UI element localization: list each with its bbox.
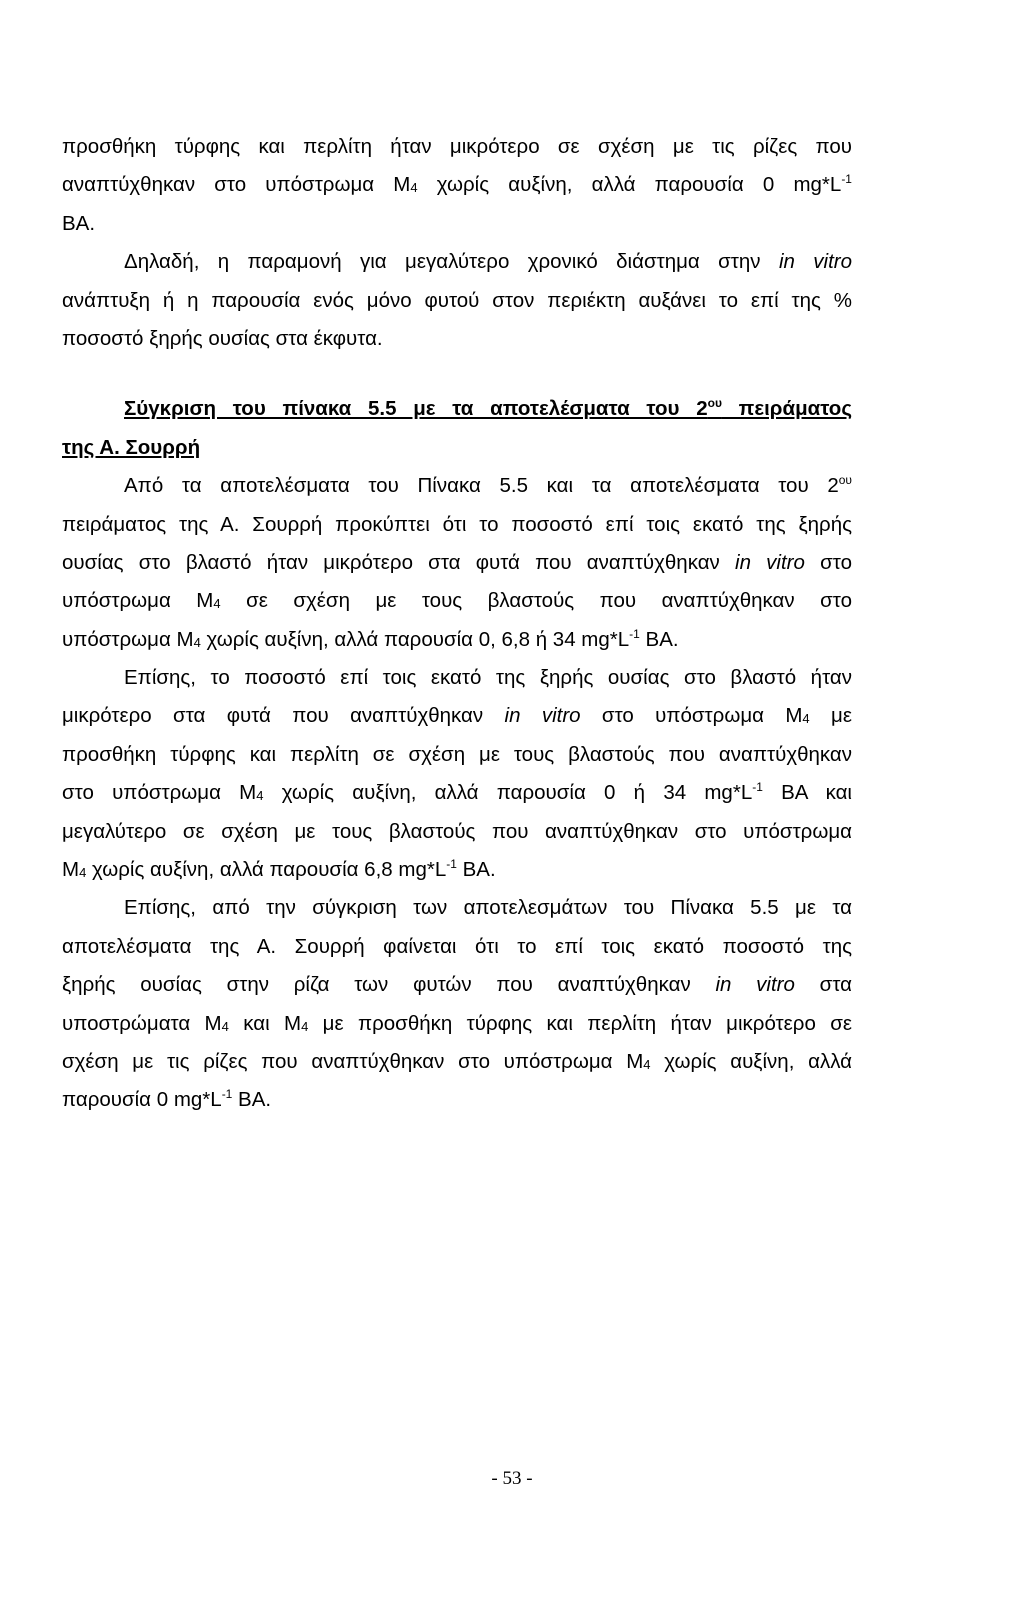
section-heading: Σύγκριση του πίνακα 5.5 με τα αποτελέσματα του $2^{o\upsilon}$ πειράματος (124, 396, 852, 421)
document-body (62, 128, 852, 1120)
text-line: προσθήκη τύρφης και περλίτη σε σχέση με τους βλαστούς που αναπτύχθηκαν (62, 742, 852, 766)
text-line: σχέση με τις ρίζες που αναπτύχθηκαν στο υπόστρωμα $M_4$ χωρίς αυξίνη, αλλά (62, 1049, 852, 1073)
text-line: μικρότερο στα φυτά που αναπτύχθηκαν in vitro στο υπόστρωμα $M_4$ με (62, 704, 852, 728)
text-line: στο υπόστρωμα $M_4$ χωρίς αυξίνη, αλλά παρουσία 0 ή 34 $mg*L^{-1}$ BA και (62, 780, 852, 805)
text-line: παρουσία 0 $mg*L^{-1}$ BA. (62, 1087, 272, 1112)
text-line: ουσίας στο βλαστό ήταν μικρότερο στα φυτά που αναπτύχθηκαν in vitro στο (62, 550, 852, 574)
text-line: Από τα αποτελέσματα του Πίνακα 5.5 και τα αποτελέσματα του $2^{o\upsilon}$ (124, 473, 852, 498)
text-line: πειράματος της Α. Σουρρή προκύπτει ότι το ποσοστό επί τοις εκατό της ξηρής (62, 512, 852, 536)
text-line: αναπτύχθηκαν στο υπόστρωμα $M_4$ χωρίς αυξίνη, αλλά παρουσία 0 $mg*L^{-1}$ (62, 172, 852, 197)
text-line: μεγαλύτερο σε σχέση με τους βλαστούς που αναπτύχθηκαν στο υπόστρωμα (62, 819, 852, 843)
text-line: ξηρής ουσίας στην ρίζα των φυτών που αναπτύχθηκαν in vitro στα (62, 973, 852, 997)
text-line: ποσοστό ξηρής ουσίας στα έκφυτα. (62, 326, 383, 350)
text-line: ανάπτυξη ή η παρουσία ενός μόνο φυτού στον περιέκτη αυξάνει το επί της % (62, 288, 852, 312)
text-line: Δηλαδή, η παραμονή για μεγαλύτερο χρονικό διάστημα στην in vitro (124, 250, 852, 274)
text-line: Επίσης, το ποσοστό επί τοις εκατό της ξηρής ουσίας στο βλαστό ήταν (124, 666, 852, 690)
section-heading-cont: της Α. Σουρρή (62, 435, 201, 459)
text-line: αποτελέσματα της Α. Σουρρή φαίνεται ότι το επί τοις εκατό ποσοστό της (62, 934, 852, 958)
text-line: Επίσης, από την σύγκριση των αποτελεσμάτων του Πίνακα 5.5 με τα (124, 896, 852, 920)
text-line: $M_4$ χωρίς αυξίνη, αλλά παρουσία 6,8 $mg*L^{-1}$ BA. (62, 857, 496, 882)
text-line: προσθήκη τύρφης και περλίτη ήταν μικρότερο σε σχέση με τις ρίζες που (62, 135, 852, 158)
text-line: υποστρώματα $M_4$ και $M_4$ με προσθήκη τύρφης και περλίτη ήταν μικρότερο σε (62, 1011, 852, 1035)
text-line: υπόστρωμα $M_4$ σε σχέση με τους βλαστούς που αναπτύχθηκαν στο (62, 589, 852, 613)
text-line: BA. (62, 211, 96, 235)
page-number: - 53 - (491, 1468, 533, 1489)
text-line: υπόστρωμα $M_4$ χωρίς αυξίνη, αλλά παρουσία 0, 6,8 ή 34 $mg*L^{-1}$ BA. (62, 626, 679, 651)
